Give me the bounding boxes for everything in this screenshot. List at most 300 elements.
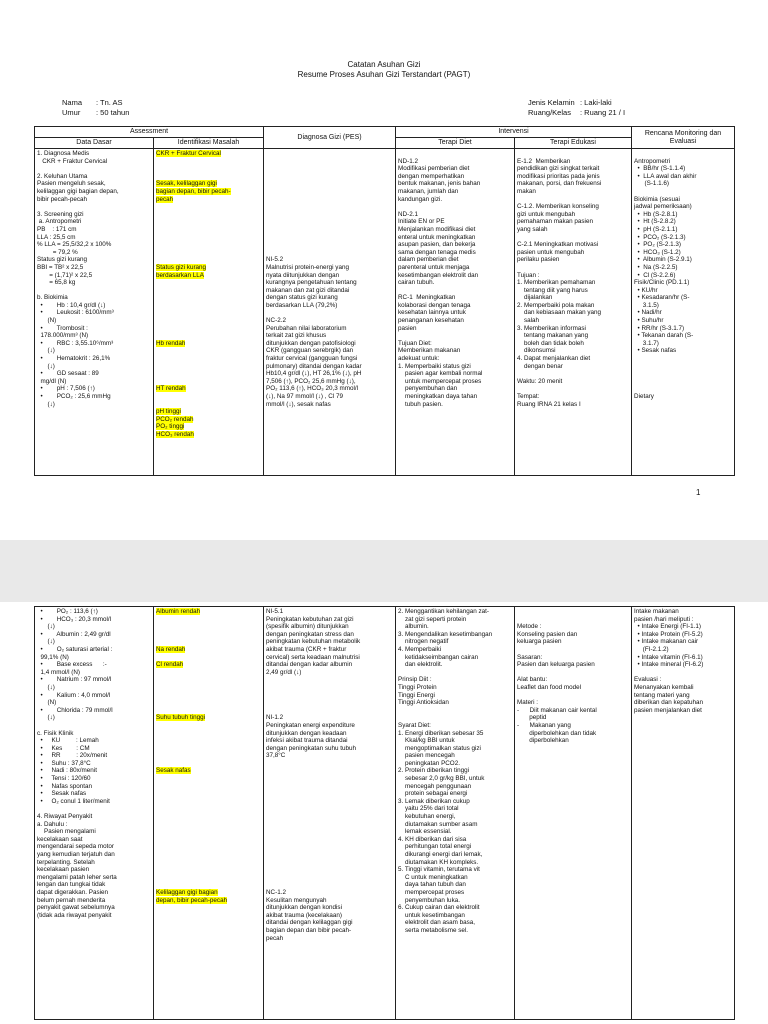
highlighted-problem: Sesak, kelilaggan gigi <box>156 180 217 188</box>
diagnosa-cell <box>264 149 396 476</box>
cell-line: • PO₂ (S-2.1.3) <box>634 241 682 249</box>
cell-line: adekuat untuk: <box>398 355 440 363</box>
cell-line: peptid <box>517 714 547 722</box>
cell-line <box>517 608 629 616</box>
highlighted-problem: Albumin rendah <box>156 608 201 615</box>
cell-line: Intake makanan <box>634 608 679 615</box>
cell-line <box>634 355 732 363</box>
cell-line <box>156 752 261 760</box>
cell-line: Sasaran: <box>517 653 543 661</box>
cell-line: mencegah penggunaan <box>398 782 472 790</box>
cell-line: dalam pemberian diet <box>398 256 459 264</box>
cell-line: • Ht (S-2.8.2) <box>634 218 676 226</box>
cell-line: gizi untuk mengubah <box>517 210 576 218</box>
highlighted-problem: CKR + Fraktur Cervical <box>156 150 221 157</box>
cell-line: akibat trauma (kecelakaan) <box>266 911 342 919</box>
cell-line: tentang materi yang <box>634 691 690 699</box>
cell-line: pasien menjalankan diet <box>634 706 702 714</box>
cell-line: bagian depan dan bibir pecah- <box>266 926 352 934</box>
cell-line: dikurangi energi dari lemak, <box>398 851 483 858</box>
terapi-diet-cell <box>396 607 515 1020</box>
cell-line: 3. Mengendalikan kesetimbangan <box>398 630 493 638</box>
cell-line: Peningkatan kebutuhan zat gizi <box>266 615 354 623</box>
cell-line: 3. Screening gizi <box>37 210 84 218</box>
cell-line: (↓) <box>37 347 55 355</box>
data-dasar-header: Data Dasar <box>35 138 154 149</box>
cell-line: kesetimbangan elektrolit dan <box>398 271 479 279</box>
pagt-table-page-2 <box>34 606 735 1020</box>
cell-line <box>266 676 393 684</box>
cell-line: pecah <box>266 934 284 942</box>
cell-line <box>156 866 261 874</box>
cell-line <box>266 203 393 211</box>
monitoring-cell <box>632 149 735 476</box>
cell-line: ditandai dengan kelilaggan gigi <box>266 919 353 927</box>
cell-line <box>156 203 261 211</box>
cell-line <box>37 165 151 173</box>
cell-line: • Base excess :- <box>37 661 107 669</box>
cell-line <box>517 692 629 700</box>
cell-line: Fisik/Clinic (PD.1.1) <box>634 279 690 287</box>
cell-line: ND-1.2 <box>398 157 418 165</box>
cell-line <box>517 234 629 242</box>
cell-line <box>156 760 261 768</box>
cell-line: diperbolehkan <box>517 737 569 745</box>
cell-line: 3.1.7) <box>634 339 659 347</box>
cell-line: (S-1.1.6) <box>634 180 670 188</box>
cell-line: mempercepat proses <box>398 888 465 896</box>
cell-line: dengan status gizi kurang <box>266 294 338 302</box>
cell-line: nyata diitunjukkan dengan <box>266 271 340 279</box>
cell-line: C-2.1 Meningkatkan motivasi <box>517 241 599 249</box>
cell-line: Hb10,4 gr/dl (↓), HT 26,1% (↓), pH <box>266 370 362 378</box>
cell-line: dengan peningkatan stress dan <box>266 630 354 638</box>
cell-line: LLA : 25,5 cm <box>37 233 76 241</box>
cell-line: • KU/hr <box>634 286 658 294</box>
cell-line: • Sesak nafas <box>37 790 87 798</box>
cell-line: Memberikan makanan <box>398 347 461 355</box>
cell-line: • RR/hr (S-3.1.7) <box>634 324 685 332</box>
cell-line: 5. Tinggi vitamin, terutama vit <box>398 866 480 874</box>
cell-line: cervical) serta keadaan malnutrisi <box>266 653 360 661</box>
cell-line: Modifikasi pemberian diet <box>398 165 470 173</box>
document-subtitle: Resume Proses Asuhan Gizi Terstandart (PAGT) <box>297 70 471 79</box>
cell-line <box>266 692 393 700</box>
jenis-kelamin-label: Jenis Kelamin <box>528 98 575 107</box>
cell-line <box>266 218 393 226</box>
cell-line <box>156 218 261 226</box>
cell-line <box>517 264 629 272</box>
cell-line <box>634 188 732 196</box>
ruang-kelas-label: Ruang/Kelas <box>528 108 571 117</box>
cell-line <box>156 722 261 730</box>
cell-line: peningkatan kebutuhan metabolik <box>266 638 361 646</box>
cell-line: lengan dan tungkai tidak <box>37 881 106 889</box>
cell-line: • Suhu : 37,8°C <box>37 759 91 767</box>
cell-line <box>156 783 261 791</box>
cell-line: pendidikan gizi singkat terkait <box>517 165 600 173</box>
cell-line <box>156 881 261 889</box>
cell-line: NI-5.2 <box>266 256 284 264</box>
cell-line: makanan dan zat gizi ditandai <box>266 286 350 294</box>
cell-line: Evaluasi : <box>634 676 662 684</box>
cell-line: • Nadi/hr <box>634 309 662 317</box>
cell-line: mg/dl (N) <box>37 377 67 385</box>
cell-line: • Kesadaran/hr (S- <box>634 294 690 302</box>
cell-line <box>398 203 512 211</box>
cell-line <box>156 684 261 692</box>
cell-line: meningkatkan daya tahan <box>398 393 478 400</box>
cell-line: dan elektrolit. <box>398 661 443 669</box>
cell-line: 1. Memberikan pemahaman <box>517 279 596 287</box>
cell-line: Perubahan nilai laboratorium <box>266 324 347 332</box>
cell-line: boleh dan tidak boleh <box>517 339 584 347</box>
cell-line: Konseling pasien dan <box>517 630 578 638</box>
cell-line: 1. Energi diberikan sebesar 35 <box>398 729 484 737</box>
cell-line: dikonsumsi <box>517 347 556 355</box>
cell-line: a. Antropometri <box>37 218 82 226</box>
cell-line: (tidak ada riwayat penyakit <box>37 911 112 919</box>
cell-line: • Leukosit : 6100/mm³ <box>37 309 114 317</box>
cell-line <box>266 211 393 219</box>
cell-line: • Nadi : 80x/menit <box>37 767 97 775</box>
cell-line: ditunjukkan dengan patofisiologi <box>266 339 356 347</box>
cell-line <box>634 378 732 386</box>
cell-line <box>156 836 261 844</box>
cell-line: ketidakseimbangan cairan <box>398 653 479 661</box>
cell-line: BBI = TB² x 22,5 <box>37 263 84 271</box>
cell-line <box>517 370 629 378</box>
cell-line: • Intake makanan cair <box>634 638 699 646</box>
cell-line <box>266 805 393 813</box>
cell-line: • Intake vitamin (FI-6.1) <box>634 653 703 661</box>
cell-line <box>156 309 261 317</box>
cell-line: lemak essensial. <box>398 828 452 836</box>
cell-line: sebesar 2,0 gr/kg BBI, untuk <box>398 775 485 783</box>
cell-line: Materi : <box>517 699 538 707</box>
cell-line: (↓) <box>37 638 55 646</box>
highlighted-problem: bagian depan, bibir pecah- <box>156 187 231 195</box>
cell-line <box>156 821 261 829</box>
cell-line: c. Fisik Klinik <box>37 729 74 737</box>
highlighted-problem: Hb rendah <box>156 339 186 347</box>
cell-line: E-1.2 Memberikan <box>517 157 571 165</box>
cell-line <box>266 707 393 715</box>
cell-line: pasien mencegah <box>398 752 455 760</box>
identifikasi-cell <box>154 149 264 476</box>
cell-line: • BB/hr (S-1.1.4) <box>634 165 686 173</box>
cell-line: (↓) <box>37 362 55 370</box>
cell-line: Prinsip Diit : <box>398 676 432 684</box>
cell-line <box>156 730 261 738</box>
cell-line <box>156 165 261 173</box>
document-title: Catatan Asuhan Gizi <box>347 60 421 69</box>
cell-line: dengan peningkatan suhu tubuh <box>266 744 356 752</box>
highlighted-problem: HT rendah <box>156 385 186 393</box>
cell-line <box>156 287 261 295</box>
cell-line: untuk kesetimbangan <box>398 911 465 919</box>
cell-line: keluarga pasien <box>517 638 562 646</box>
cell-line <box>156 813 261 821</box>
highlighted-problem: pecah <box>156 195 174 203</box>
terapi-edukasi-header: Terapi Edukasi <box>515 138 632 149</box>
cell-line: • Intake Energi (FI-1.1) <box>634 623 701 631</box>
cell-line: (↓) <box>37 714 55 722</box>
terapi-diet-cell <box>396 149 515 476</box>
cell-line: 3. Memberikan informasi <box>517 324 586 332</box>
cell-line: kandungan gizi. <box>398 195 443 203</box>
cell-line: Status gizi kurang <box>37 256 88 264</box>
cell-line <box>156 325 261 333</box>
cell-line: mengendarai sepeda motor <box>37 843 115 851</box>
cell-line: CKR + Fraktur Cervical <box>37 157 108 165</box>
cell-line <box>398 287 512 295</box>
assessment-header: Assessment <box>35 127 264 138</box>
cell-line: a. Dahulu : <box>37 820 68 828</box>
cell-line: pasien <box>398 324 417 332</box>
cell-line: ditandai dengan kadar albumin <box>266 661 353 669</box>
cell-line <box>37 203 151 211</box>
cell-line: • Natrium : 97 mmol/l <box>37 676 112 684</box>
cell-line: penyakit gawat sebelumnya <box>37 904 115 912</box>
cell-line: diutamakan KH kompleks. <box>398 858 479 866</box>
highlighted-problem: PCO₂ rendah <box>156 415 194 423</box>
cell-line <box>156 623 261 631</box>
cell-line <box>156 851 261 859</box>
cell-line: diberikan dan kepatuhan <box>634 699 703 707</box>
cell-line: 4. KH diberikan dari sisa <box>398 835 467 843</box>
cell-line: • GD sesaat : 89 <box>37 370 99 378</box>
cell-line: penyembuhan dan <box>398 385 458 393</box>
highlighted-problem: Cl rendah <box>156 661 184 669</box>
cell-line: 1. Memperbaiki status gizi <box>398 362 471 370</box>
cell-line: Pasien mengeluh sesak, <box>37 180 106 188</box>
cell-line <box>156 294 261 302</box>
cell-line: bibir pecah-pecah <box>37 195 88 203</box>
cell-line: makanan, porsi, dan frekuensi <box>517 180 602 188</box>
cell-line <box>156 654 261 662</box>
cell-line: • O₂ saturasi arterial : <box>37 645 113 653</box>
cell-line <box>156 699 261 707</box>
cell-line <box>266 783 393 791</box>
cell-line: protein sebagai energi <box>398 790 468 798</box>
cell-line: kolaborasi dengan tenaga <box>398 301 471 309</box>
cell-line <box>517 616 629 624</box>
monitoring-header: Rencana Monitoring dan Evaluasi <box>632 127 735 149</box>
cell-line <box>156 256 261 264</box>
cell-line: • PO₂ : 113,6 (↑) <box>37 608 98 615</box>
cell-line: modifikasi prioritas pada jenis <box>517 172 600 180</box>
cell-line: kebutuhan energi, <box>398 813 456 821</box>
cell-line: • Na (S-2.2.5) <box>634 263 678 271</box>
cell-line <box>156 798 261 806</box>
cell-line <box>266 767 393 775</box>
cell-line: albumin. <box>398 623 429 631</box>
cell-line <box>634 363 732 371</box>
cell-line <box>266 813 393 821</box>
cell-line: PO₂ 113,6 (↑), HCO₃ 20,3 mmol/l <box>266 385 359 393</box>
cell-line: Tinggi Protein <box>398 683 437 691</box>
cell-line: infeksi akibat trauma ditandai <box>266 737 348 745</box>
document-page-2 <box>0 602 768 1024</box>
cell-line <box>156 241 261 249</box>
cell-line <box>266 150 393 158</box>
cell-line: tentang diit yang harus <box>517 286 588 294</box>
cell-line: 3.1.5) <box>634 301 659 309</box>
cell-line <box>266 828 393 836</box>
cell-line: ditunjukkan dengan kondisi <box>266 904 342 912</box>
cell-line <box>156 158 261 166</box>
cell-line <box>266 775 393 783</box>
cell-line <box>156 874 261 882</box>
cell-line: NC-2.2 <box>266 317 286 325</box>
highlighted-problem: Status gizi kurang <box>156 263 207 271</box>
umur-value: : 50 tahun <box>96 108 130 117</box>
highlighted-problem: pH tinggi <box>156 408 181 416</box>
cell-line: sama dengan tenaga medis <box>398 248 476 256</box>
terapi-edukasi-cell <box>515 607 632 1020</box>
cell-line: 2. Keluhan Utama <box>37 172 88 180</box>
jenis-kelamin-value: : Laki-laki <box>580 98 612 107</box>
cell-line: • PCO₂ : 25,6 mmHg <box>37 393 111 400</box>
cell-line <box>156 226 261 234</box>
identifikasi-header: Identifikasi Masalah <box>154 138 264 149</box>
cell-line: terpelanting. Setelah <box>37 858 95 866</box>
cell-line: • Chlorida : 79 mmol/l <box>37 706 113 714</box>
cell-line <box>266 821 393 829</box>
cell-line: (spesifik albumin) ditunjukkan <box>266 623 349 631</box>
cell-line <box>156 378 261 386</box>
cell-line <box>634 150 732 158</box>
cell-line: % LLA = 25,5/32,2 x 100% <box>37 241 112 249</box>
cell-line: 1,4 mmol/l (N) <box>37 668 81 676</box>
cell-line: Tempat: <box>517 393 540 400</box>
cell-line: cairan tubuh. <box>398 279 435 287</box>
highlighted-problem: Sesak nafas <box>156 767 191 775</box>
cell-line: • Intake Protein (FI-5.2) <box>634 630 703 638</box>
terapi-edukasi-cell <box>515 149 632 476</box>
cell-line: zat gizi seperti protein <box>398 615 467 623</box>
patient-info-left <box>62 98 129 118</box>
cell-line <box>156 249 261 257</box>
cell-line <box>266 234 393 242</box>
cell-line <box>156 302 261 310</box>
cell-line <box>266 866 393 874</box>
cell-line <box>156 737 261 745</box>
cell-line <box>517 646 629 654</box>
cell-line: nitrogen negatif <box>398 638 449 646</box>
cell-line: serta metabolisme sel. <box>398 926 468 934</box>
cell-line: Menanyakan kembali <box>634 683 694 691</box>
diagnosa-header: Diagnosa Gizi (PES) <box>264 127 396 149</box>
cell-line <box>266 760 393 768</box>
cell-line: Leaflet dan food model <box>517 683 582 691</box>
cell-line: 99,1% (N) <box>37 653 69 661</box>
highlighted-problem: HCO₃ rendah <box>156 430 194 438</box>
cell-line <box>156 692 261 700</box>
cell-line: = 65,8 kg <box>37 279 76 287</box>
cell-line <box>266 859 393 867</box>
cell-line: yang kemudian terjatuh dan <box>37 851 115 858</box>
cell-line: daya tahan tubuh dan <box>398 881 466 889</box>
cell-line: penyembuhan luka. <box>398 896 460 904</box>
cell-line <box>156 669 261 677</box>
cell-line <box>398 332 512 340</box>
cell-line <box>156 173 261 181</box>
cell-line: parenteral untuk menjaga <box>398 263 470 271</box>
cell-line: tubuh pasien. <box>398 400 443 408</box>
cell-line <box>266 226 393 234</box>
cell-line: • PCO₂ (S-2.1.3) <box>634 233 686 241</box>
cell-line: pasien /hari meliputi : <box>634 615 694 623</box>
intervensi-header: Intervensi <box>396 127 632 138</box>
cell-line: 7,506 (↑), PCO₂ 25,6 mmHg (↓), <box>266 377 356 385</box>
cell-line: berdasarkan LLA (79,2%) <box>266 301 338 309</box>
cell-line: Kkal/kg BBI untuk <box>398 737 455 745</box>
cell-line: • KU : Lemah <box>37 737 99 745</box>
cell-line: penanganan kesehatan <box>398 317 464 325</box>
cell-line: kecelakaan pasien <box>37 866 90 874</box>
cell-line <box>156 363 261 371</box>
cell-line <box>156 805 261 813</box>
cell-line: yang salah <box>517 225 548 233</box>
cell-line <box>156 638 261 646</box>
cell-line: Pasien mengalami <box>37 828 96 836</box>
cell-line: Tujuan Diet: <box>398 339 432 347</box>
cell-line: diutamakan sumber asam <box>398 820 478 828</box>
cell-line <box>266 699 393 707</box>
cell-line <box>517 196 629 204</box>
cell-line <box>156 745 261 753</box>
cell-line: Menjalankan modifikasi diet <box>398 225 476 233</box>
cell-line: untuk mempercepat proses <box>398 377 482 385</box>
cell-line: kelilaggan gigi bagian depan, <box>37 187 119 195</box>
terapi-diet-header: Terapi Diet <box>396 138 515 149</box>
cell-line: Initiate EN or PE <box>398 218 445 226</box>
cell-line: • Kes : CM <box>37 744 90 752</box>
cell-line <box>37 722 151 730</box>
cell-line: 4. Riwayat Penyakit <box>37 813 93 821</box>
cell-line: • Hb : 10,4 gr/dl (↓) <box>37 301 106 309</box>
cell-line <box>266 241 393 249</box>
cell-line: diperbolehkan dan tidak <box>517 729 597 737</box>
cell-line <box>156 859 261 867</box>
cell-line <box>156 317 261 325</box>
cell-line <box>156 355 261 363</box>
cell-line: belum pernah menderita <box>37 896 106 904</box>
cell-line: • RBC : 3,55.10⁶/mm³ <box>37 339 114 347</box>
cell-line: dengan benar <box>517 362 563 370</box>
cell-line: pemahaman makan pasien <box>517 218 593 226</box>
cell-line: NI-1.2 <box>266 714 284 722</box>
cell-line <box>266 249 393 257</box>
cell-line <box>517 669 629 677</box>
cell-line: • Tensi : 120/60 <box>37 775 91 783</box>
monitoring-cell <box>632 607 735 1020</box>
highlighted-problem: Na rendah <box>156 645 186 653</box>
cell-line: NC-1.2 <box>266 888 286 896</box>
cell-line <box>156 676 261 684</box>
cell-line: • Nafas spontan <box>37 782 93 790</box>
cell-line <box>266 188 393 196</box>
cell-line: 2. Menggantikan kehilangan zat- <box>398 608 490 615</box>
cell-line <box>156 279 261 287</box>
cell-line: • Tekanan darah (S- <box>634 332 694 340</box>
cell-line <box>517 150 629 158</box>
cell-line: (↓) <box>37 623 55 631</box>
cell-line <box>634 669 732 677</box>
cell-line: 4. Dapat menjalankan diet <box>517 355 591 363</box>
